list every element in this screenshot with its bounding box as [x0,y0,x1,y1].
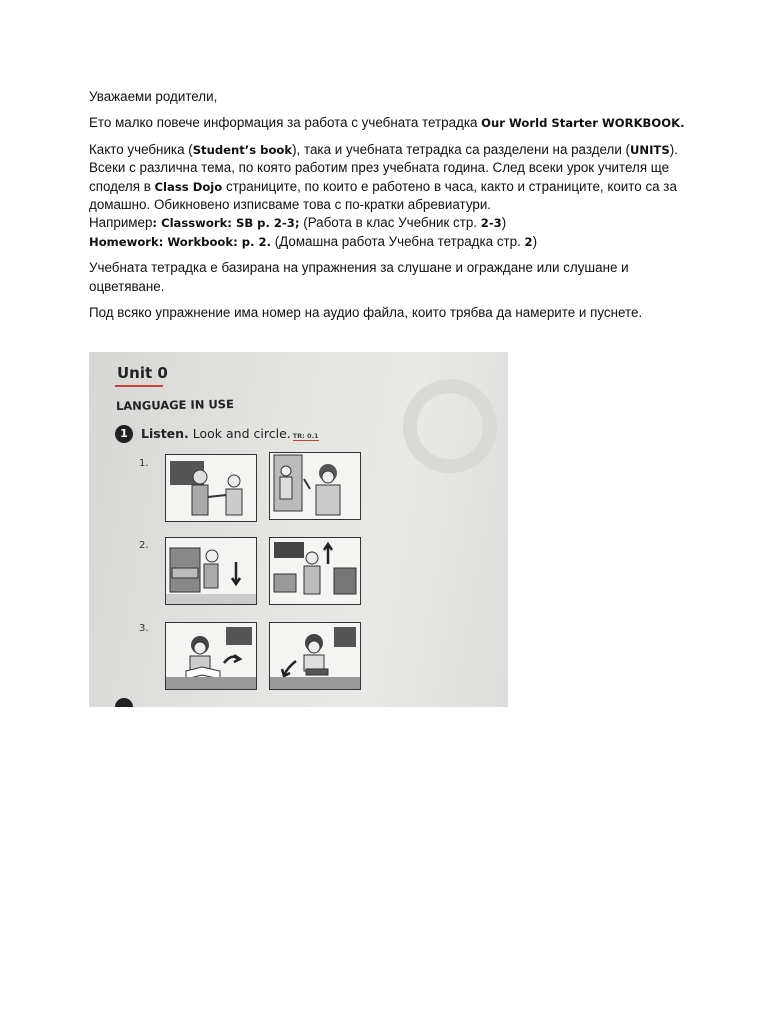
pages-text: страниците, по които е работено в часа, както и страниците, които са за домашно. Обикновено изписваме това с по-кратки абревиатури. [89,178,677,213]
units-text-1: Както учебника ( [89,141,193,157]
section-title: LANGUAGE IN USE [115,396,234,414]
look-and-circle: Look and circle. [188,426,291,441]
units-text-3: ), така и учебната тетрадка са разделени на раздели ( [292,141,630,157]
homework-line [89,233,689,251]
picture-waving-goodbye [269,452,361,520]
unit-title: Unit 0 [117,364,168,382]
unit-underline [115,385,163,387]
open-book-illustration [166,623,256,689]
row-label-1: 1. [139,458,149,469]
homework-close: ) [532,233,538,249]
classwork-ref: : Classwork: SB p. 2-3; [152,216,300,231]
row-label-3: 3. [139,623,149,634]
audio-info: Под всяко упражнение има номер на аудио файла, които трябва да намерите и пуснете. [89,305,643,321]
units-paragraph [89,141,689,251]
workbook-info: Учебната тетрадка е базирана на упражнения за слушане и ограждане или слушане и оцветяване. [89,260,629,294]
classwork-bg: (Работа в клас Учебник стр. [299,215,481,231]
picture-open-book [165,622,257,690]
next-exercise-marker [115,698,133,707]
listen-label: Listen. [141,426,189,441]
track-number: TR: 0.1 [292,432,319,440]
row-label-2: 2. [139,540,149,551]
picture-sit-down [165,537,257,605]
greeting: Уважаеми родители, [89,89,218,104]
handshake-illustration [166,455,256,521]
units-term: UNITS [630,142,670,157]
close-book-illustration [270,623,360,689]
students-book-term: Student’s book [192,142,293,157]
example-label: Например [89,215,153,231]
exercise-number: 1 [115,425,133,443]
units-text-5: ). [669,141,678,157]
topics-line [89,159,689,214]
homework-ref: Homework: Workbook: p. 2. [89,234,271,249]
cover-ghost-decoration [380,362,508,503]
workbook-title: Our World Starter WORKBOOK. [481,116,685,131]
classwork-close: ) [501,215,507,231]
intro-paragraph [89,114,689,132]
waving-illustration [270,453,360,519]
sit-down-illustration [166,538,256,604]
example-line [89,214,689,232]
classwork-pages: 2-3 [480,216,502,231]
letter-body [89,88,689,322]
workbook-photo [89,352,508,707]
picture-close-book [269,622,361,690]
homework-page: 2 [524,234,533,249]
picture-stand-up [269,537,361,605]
picture-greeting-handshake [165,454,257,522]
topics-text: Всеки с различна тема, по която работим през учебната година. След всеки урок учителя ще споделя в [89,160,670,194]
stand-up-illustration [270,538,360,604]
cover-ghost-shape [380,362,508,503]
units-line [89,141,689,159]
class-dojo-term: Class Dojo [154,179,223,194]
intro-text: Ето малко повече информация за работа с учебната тетрадка [89,115,482,131]
homework-bg: (Домашна работа Учебна тетрадка стр. [270,233,525,249]
exercise-instruction [141,426,319,441]
